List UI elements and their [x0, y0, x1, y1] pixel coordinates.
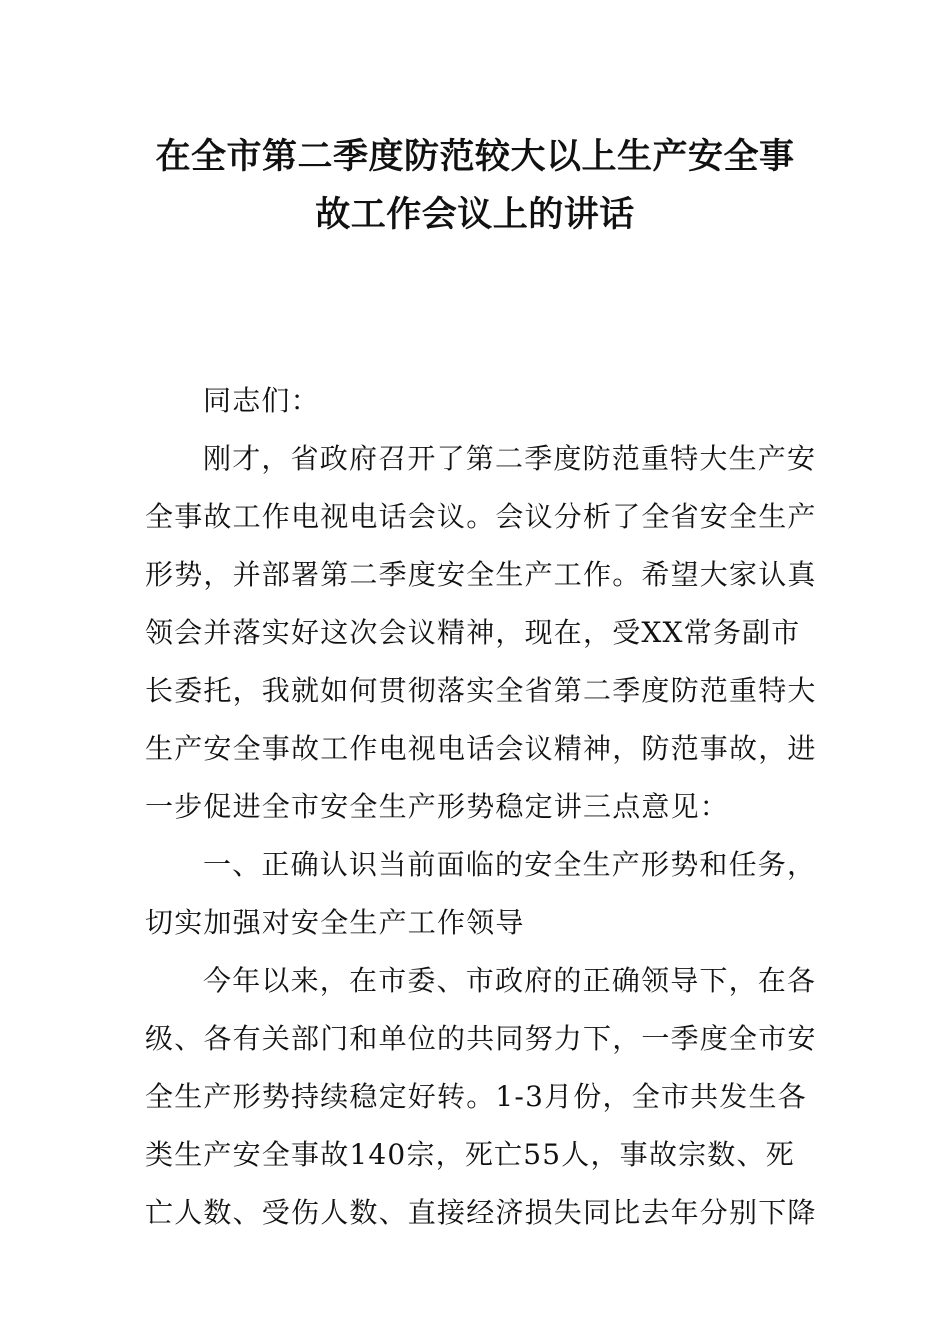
- salutation: 同志们：: [203, 384, 320, 417]
- title-line: 在全市第二季度防范较大以上生产安全事: [155, 137, 795, 177]
- section-heading-line: 一、正确认识当前面临的安全生产形势和任务，: [203, 848, 817, 881]
- paragraph-line: 领会并落实好这次会议精神，现在，受XX常务副市: [145, 616, 801, 649]
- document-body: [145, 372, 817, 1242]
- paragraph-line: 亡人数、受伤人数、直接经济损失同比去年分别下降: [145, 1196, 817, 1229]
- section-heading-line: 切实加强对安全生产工作领导: [145, 906, 525, 939]
- title-line: 故工作会议上的讲话: [315, 195, 635, 235]
- paragraph-line: 刚才，省政府召开了第二季度防范重特大生产安: [203, 442, 817, 475]
- paragraph-line: 级、各有关部门和单位的共同努力下，一季度全市安: [145, 1022, 817, 1055]
- document-title: [120, 128, 830, 244]
- paragraph-line: 生产安全事故工作电视电话会议精神，防范事故，进: [145, 732, 817, 765]
- paragraph-line: 全生产形势持续稳定好转。1-3月份，全市共发生各: [145, 1080, 807, 1113]
- paragraph-line: 今年以来，在市委、市政府的正确领导下，在各: [203, 964, 817, 997]
- paragraph-line: 长委托，我就如何贯彻落实全省第二季度防范重特大: [145, 674, 817, 707]
- paragraph-line: 一步促进全市安全生产形势稳定讲三点意见：: [145, 790, 730, 823]
- paragraph-line: 类生产安全事故140宗，死亡55人，事故宗数、死: [145, 1138, 795, 1171]
- paragraph-line: 全事故工作电视电话会议。会议分析了全省安全生产: [145, 500, 817, 533]
- paragraph-line: 形势，并部署第二季度安全生产工作。希望大家认真: [145, 558, 817, 591]
